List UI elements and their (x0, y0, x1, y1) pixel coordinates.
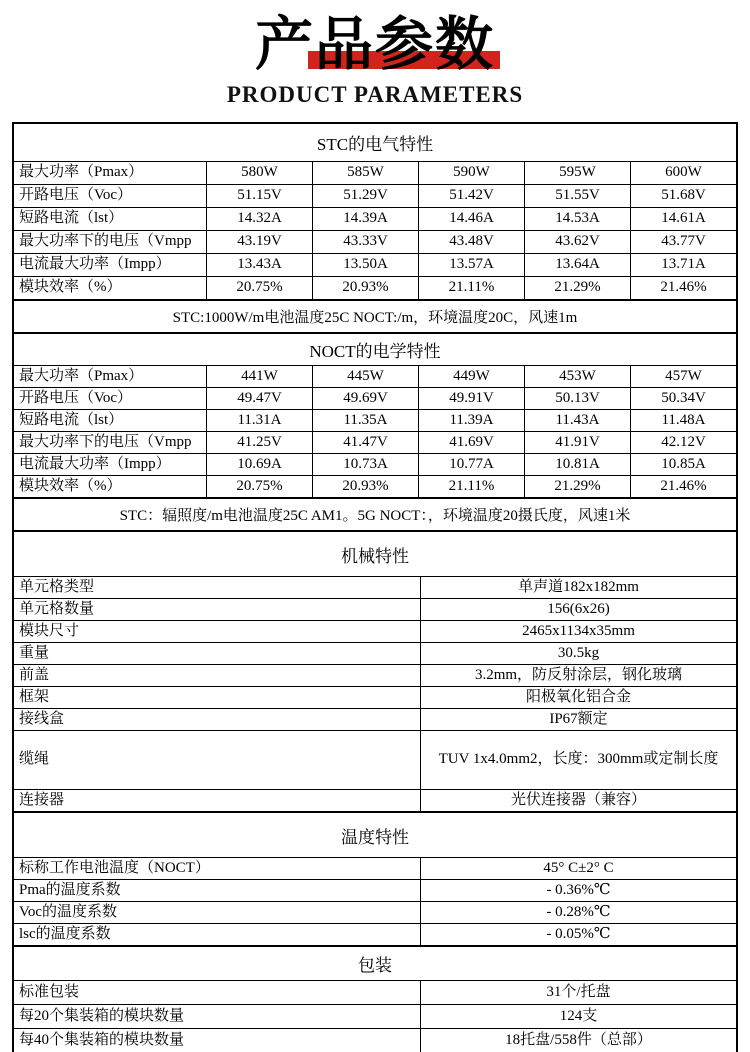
spec-label: 接线盒 (14, 709, 421, 730)
table-row (14, 253, 736, 276)
spec-label: 最大功率（Pmax） (14, 366, 207, 387)
spec-value: 13.71A (661, 256, 706, 273)
spec-label: 缆绳 (14, 731, 421, 789)
spec-value: 10.85A (661, 455, 706, 472)
spec-value: 单声道182x182mm (518, 578, 639, 595)
table-row (14, 642, 736, 664)
section-header-temperature: 温度特性 (14, 811, 736, 857)
spec-value: 43.62V (525, 231, 631, 253)
spec-value: - 0.36%℃ (546, 881, 611, 898)
spec-label: 每40个集装箱的模块数量 (14, 1029, 421, 1052)
table-row (14, 475, 736, 497)
spec-value: 11.48A (661, 411, 706, 428)
spec-label: 标准包装 (14, 981, 421, 1004)
table-row (14, 980, 736, 1004)
spec-value: 453W (525, 366, 631, 387)
spec-label: 连接器 (14, 790, 421, 811)
spec-value: 441W (207, 366, 313, 387)
spec-value: 580W (207, 162, 313, 184)
table-row (14, 598, 736, 620)
spec-label: Pma的温度系数 (14, 880, 421, 901)
spec-label: 每20个集装箱的模块数量 (14, 1005, 421, 1028)
spec-label: 单元格类型 (14, 577, 421, 598)
table-row (14, 708, 736, 730)
spec-label: lsc的温度系数 (14, 924, 421, 945)
spec-value: 2465x1134x35mm (522, 622, 635, 639)
spec-label: 短路电流（lst） (14, 410, 207, 431)
table-row (14, 857, 736, 879)
spec-label: 前盖 (14, 665, 421, 686)
spec-value: 14.53A (525, 208, 631, 230)
spec-value: 11.35A (313, 410, 419, 431)
spec-label: Voc的温度系数 (14, 902, 421, 923)
spec-value: 43.77V (661, 233, 706, 250)
spec-value: 11.43A (525, 410, 631, 431)
table-row (14, 409, 736, 431)
spec-value: 14.39A (313, 208, 419, 230)
table-row (14, 230, 736, 253)
spec-value: 124支 (559, 1007, 598, 1024)
spec-value: 11.31A (207, 410, 313, 431)
spec-value: 51.68V (661, 187, 706, 204)
section-header-mechanical: 机械特性 (14, 530, 736, 576)
spec-value: 41.25V (207, 432, 313, 453)
spec-value: 10.69A (207, 454, 313, 475)
table-row (14, 365, 736, 387)
spec-value: 457W (665, 367, 702, 384)
spec-value: 10.77A (419, 454, 525, 475)
spec-value: 590W (419, 162, 525, 184)
spec-value: 14.61A (661, 210, 706, 227)
spec-value: 41.91V (525, 432, 631, 453)
spec-value: 光伏连接器（兼容） (510, 791, 646, 808)
spec-value: 30.5kg (557, 644, 600, 661)
spec-value: 31个/托盘 (546, 983, 611, 1000)
table-row (14, 1004, 736, 1028)
spec-value: 51.29V (313, 185, 419, 207)
spec-label: 单元格数量 (14, 599, 421, 620)
spec-value: 41.69V (419, 432, 525, 453)
spec-label: 电流最大功率（Impp） (14, 454, 207, 475)
table-row (14, 207, 736, 230)
spec-value: 43.33V (313, 231, 419, 253)
table-row (14, 730, 736, 789)
page-title-en: PRODUCT PARAMETERS (226, 82, 524, 107)
spec-value: 14.32A (207, 208, 313, 230)
spec-value: 51.55V (525, 185, 631, 207)
spec-table (12, 122, 738, 1052)
spec-value: 21.29% (525, 476, 631, 497)
table-row (14, 431, 736, 453)
spec-label: 开路电压（Voc） (14, 185, 207, 207)
spec-label: 最大功率（Pmax） (14, 162, 207, 184)
spec-value: 585W (313, 162, 419, 184)
spec-label: 重量 (14, 643, 421, 664)
spec-value: 13.43A (207, 254, 313, 276)
spec-value: 51.42V (419, 185, 525, 207)
spec-label: 模块效率（%） (14, 277, 207, 299)
spec-value: 21.46% (660, 477, 707, 494)
spec-value: IP67额定 (549, 710, 608, 727)
table-row (14, 686, 736, 708)
section-header-packaging: 包装 (14, 945, 736, 980)
spec-value: 21.29% (525, 277, 631, 299)
spec-value: 10.81A (525, 454, 631, 475)
spec-value: 13.57A (419, 254, 525, 276)
spec-value: 49.47V (207, 388, 313, 409)
spec-value: 42.12V (661, 433, 706, 450)
spec-label: 最大功率下的电压（Vmpp (14, 231, 207, 253)
spec-value: 18托盘/558件（总部） (505, 1031, 652, 1048)
spec-label: 模块尺寸 (14, 621, 421, 642)
spec-value: 43.19V (207, 231, 313, 253)
section-header-noct: NOCT的电学特性 (14, 332, 736, 365)
spec-value: 3.2mm，防反射涂层，钢化玻璃 (474, 666, 683, 683)
spec-value: 41.47V (313, 432, 419, 453)
spec-value: 50.34V (661, 389, 706, 406)
spec-value: 50.13V (525, 388, 631, 409)
table-row (14, 387, 736, 409)
spec-value: 20.75% (207, 476, 313, 497)
spec-label: 短路电流（lst） (14, 208, 207, 230)
section-note-stc: STC:1000W/m电池温度25C NOCT:/m，环境温度20C，风速1m (14, 299, 736, 332)
spec-value: 21.46% (660, 279, 707, 296)
spec-value: - 0.05%℃ (546, 925, 611, 942)
spec-value: 10.73A (313, 454, 419, 475)
spec-value: 13.64A (525, 254, 631, 276)
spec-value: 449W (419, 366, 525, 387)
table-row (14, 923, 736, 945)
table-row (14, 576, 736, 598)
section-header-stc: STC的电气特性 (316, 135, 434, 154)
spec-value: 595W (525, 162, 631, 184)
table-row (14, 184, 736, 207)
spec-label: 框架 (14, 687, 421, 708)
table-row (14, 1028, 736, 1052)
table-row (14, 276, 736, 299)
spec-value: 20.93% (313, 476, 419, 497)
title-cn-wrap (254, 12, 495, 77)
spec-value: 156(6x26) (547, 600, 610, 617)
spec-label: 开路电压（Voc） (14, 388, 207, 409)
spec-label: 电流最大功率（Impp） (14, 254, 207, 276)
spec-value: 600W (665, 164, 702, 181)
spec-value: TUV 1x4.0mm2，长度：300mm或定制长度 (438, 751, 719, 768)
spec-value: 20.93% (313, 277, 419, 299)
section-note-noct: STC：辐照度/m电池温度25C AM1。5G NOCT：，环境温度20摄氏度，风速1米 (14, 497, 736, 530)
spec-label: 标称工作电池温度（NOCT） (14, 858, 421, 879)
table-row (14, 879, 736, 901)
spec-value: 13.50A (313, 254, 419, 276)
table-row (14, 901, 736, 923)
spec-value: 49.69V (313, 388, 419, 409)
spec-value: 49.91V (419, 388, 525, 409)
spec-value: 51.15V (207, 185, 313, 207)
table-row (14, 664, 736, 686)
spec-value: 45° C±2° C (543, 859, 614, 876)
spec-value: 445W (313, 366, 419, 387)
spec-value: 14.46A (419, 208, 525, 230)
spec-label: 最大功率下的电压（Vmpp (14, 432, 207, 453)
table-row (14, 453, 736, 475)
table-row (14, 789, 736, 811)
page-title-cn: 产品参数 (254, 12, 495, 77)
spec-value: 20.75% (207, 277, 313, 299)
spec-value: 21.11% (419, 476, 525, 497)
spec-value: 21.11% (419, 277, 525, 299)
title-block (0, 0, 750, 108)
spec-value: - 0.28%℃ (546, 903, 611, 920)
spec-value: 43.48V (419, 231, 525, 253)
table-row (14, 620, 736, 642)
spec-value: 11.39A (419, 410, 525, 431)
spec-value: 阳极氧化铝合金 (525, 688, 631, 705)
spec-label: 模块效率（%） (14, 476, 207, 497)
table-row (14, 161, 736, 184)
